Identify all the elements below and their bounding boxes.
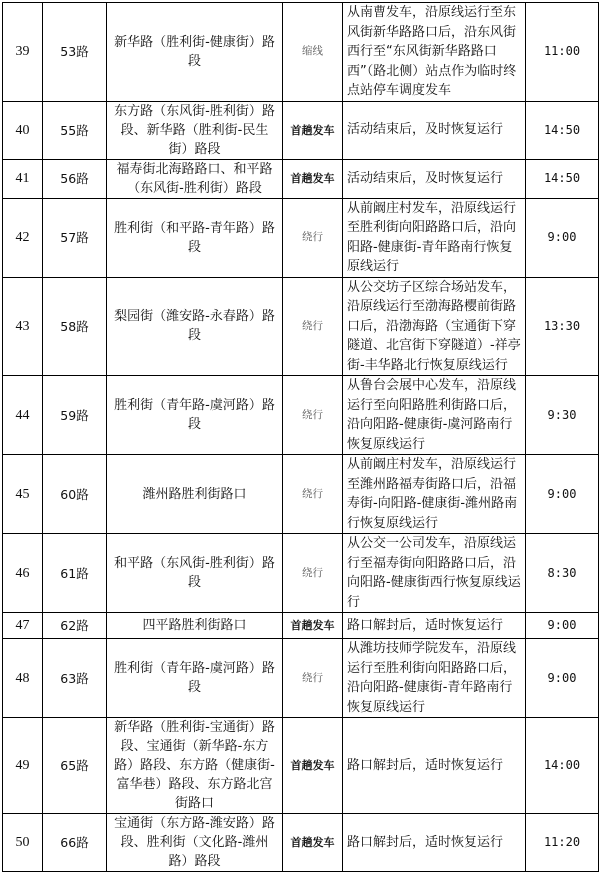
route-name: 66路 [43,814,107,872]
table-row [3,718,599,814]
adjustment-description: 从前阚庄村发车，沿原线运行至胜利街向阳路路口后，沿向阳路-健康街-青年路南行恢复原线运行 [343,198,526,277]
bus-route-adjustment-table [2,2,599,872]
row-number: 45 [3,455,43,534]
affected-section: 四平路胜利街路口 [107,613,283,639]
adjustment-mode: 首趟发车 [283,159,343,198]
table-row [3,159,599,198]
adjustment-description: 从公交坊子区综合场站发车，沿原线运行至渤海路樱前街路口后，沿渤海路（宝通街下穿隧道、北宫街下穿隧道）-祥亭街-丰华路北行恢复原线运行 [343,277,526,376]
affected-section: 宝通街（东方路-潍安路）路段、胜利街（文化路-潍州路）路段 [107,814,283,872]
adjustment-description: 从鲁台会展中心发车，沿原线运行至向阳路胜利街路口后，沿向阳路-健康街-虞河路南行恢复原线运行 [343,376,526,455]
route-name: 60路 [43,455,107,534]
adjustment-description: 从公交一公司发车，沿原线运行至福寿街向阳路路口后，沿向阳路-健康街西行恢复原线运行 [343,534,526,613]
table-row [3,534,599,613]
row-number: 39 [3,3,43,102]
row-number: 41 [3,159,43,198]
adjustment-mode: 绕行 [283,198,343,277]
adjustment-description: 路口解封后，适时恢复运行 [343,718,526,814]
row-number: 42 [3,198,43,277]
affected-section: 福寿街北海路路口、和平路（东风街-胜利街）路段 [107,159,283,198]
affected-section: 梨园街（潍安路-永春路）路段 [107,277,283,376]
adjustment-description: 路口解封后，适时恢复运行 [343,613,526,639]
adjustment-mode: 绕行 [283,376,343,455]
row-number: 43 [3,277,43,376]
affected-section: 新华路（胜利街-宝通街）路段、宝通街（新华路-东方路）路段、东方路（健康街-富华巷）路段、东方路北宫街路口 [107,718,283,814]
resume-time: 13:30 [526,277,599,376]
route-name: 53路 [43,3,107,102]
adjustment-description: 活动结束后，及时恢复运行 [343,101,526,159]
affected-section: 和平路（东风街-胜利街）路段 [107,534,283,613]
table-row [3,613,599,639]
resume-time: 11:20 [526,814,599,872]
resume-time: 8:30 [526,534,599,613]
row-number: 50 [3,814,43,872]
adjustment-mode: 首趟发车 [283,814,343,872]
route-name: 57路 [43,198,107,277]
table-row [3,198,599,277]
adjustment-mode: 绕行 [283,455,343,534]
resume-time: 9:00 [526,639,599,718]
resume-time: 14:00 [526,718,599,814]
row-number: 48 [3,639,43,718]
table-row [3,814,599,872]
adjustment-description: 路口解封后，适时恢复运行 [343,814,526,872]
adjustment-mode: 缩线 [283,3,343,102]
adjustment-description: 从潍坊技师学院发车，沿原线运行至胜利街向阳路路口后，沿向阳路-健康街-青年路南行恢复原线运行 [343,639,526,718]
adjustment-description: 从南曹发车，沿原线运行至东风街新华路路口后，沿东风街西行至“东风街新华路路口西”（路北侧）站点作为临时终点站停车调度发车 [343,3,526,102]
resume-time: 9:00 [526,198,599,277]
table-row [3,277,599,376]
route-name: 65路 [43,718,107,814]
resume-time: 14:50 [526,101,599,159]
adjustment-mode: 绕行 [283,534,343,613]
table-row [3,101,599,159]
row-number: 46 [3,534,43,613]
affected-section: 胜利街（和平路-青年路）路段 [107,198,283,277]
table-row [3,3,599,102]
adjustment-mode: 首趟发车 [283,101,343,159]
resume-time: 14:50 [526,159,599,198]
adjustment-mode: 首趟发车 [283,718,343,814]
row-number: 40 [3,101,43,159]
table-row [3,455,599,534]
resume-time: 9:00 [526,455,599,534]
affected-section: 新华路（胜利街-健康街）路段 [107,3,283,102]
affected-section: 胜利街（青年路-虞河路）路段 [107,639,283,718]
row-number: 47 [3,613,43,639]
route-name: 55路 [43,101,107,159]
row-number: 44 [3,376,43,455]
adjustment-mode: 首趟发车 [283,613,343,639]
resume-time: 11:00 [526,3,599,102]
adjustment-mode: 绕行 [283,639,343,718]
adjustment-mode: 绕行 [283,277,343,376]
affected-section: 东方路（东风街-胜利街）路段、新华路（胜利街-民生街）路段 [107,101,283,159]
route-name: 63路 [43,639,107,718]
row-number: 49 [3,718,43,814]
table-row [3,376,599,455]
resume-time: 9:30 [526,376,599,455]
route-name: 59路 [43,376,107,455]
route-name: 58路 [43,277,107,376]
affected-section: 潍州路胜利街路口 [107,455,283,534]
table-row [3,639,599,718]
resume-time: 9:00 [526,613,599,639]
affected-section: 胜利街（青年路-虞河路）路段 [107,376,283,455]
route-name: 62路 [43,613,107,639]
route-name: 61路 [43,534,107,613]
adjustment-description: 活动结束后，及时恢复运行 [343,159,526,198]
adjustment-description: 从前阚庄村发车，沿原线运行至潍州路福寿街路口后，沿福寿街-向阳路-健康街-潍州路南行恢复原线运行 [343,455,526,534]
route-name: 56路 [43,159,107,198]
